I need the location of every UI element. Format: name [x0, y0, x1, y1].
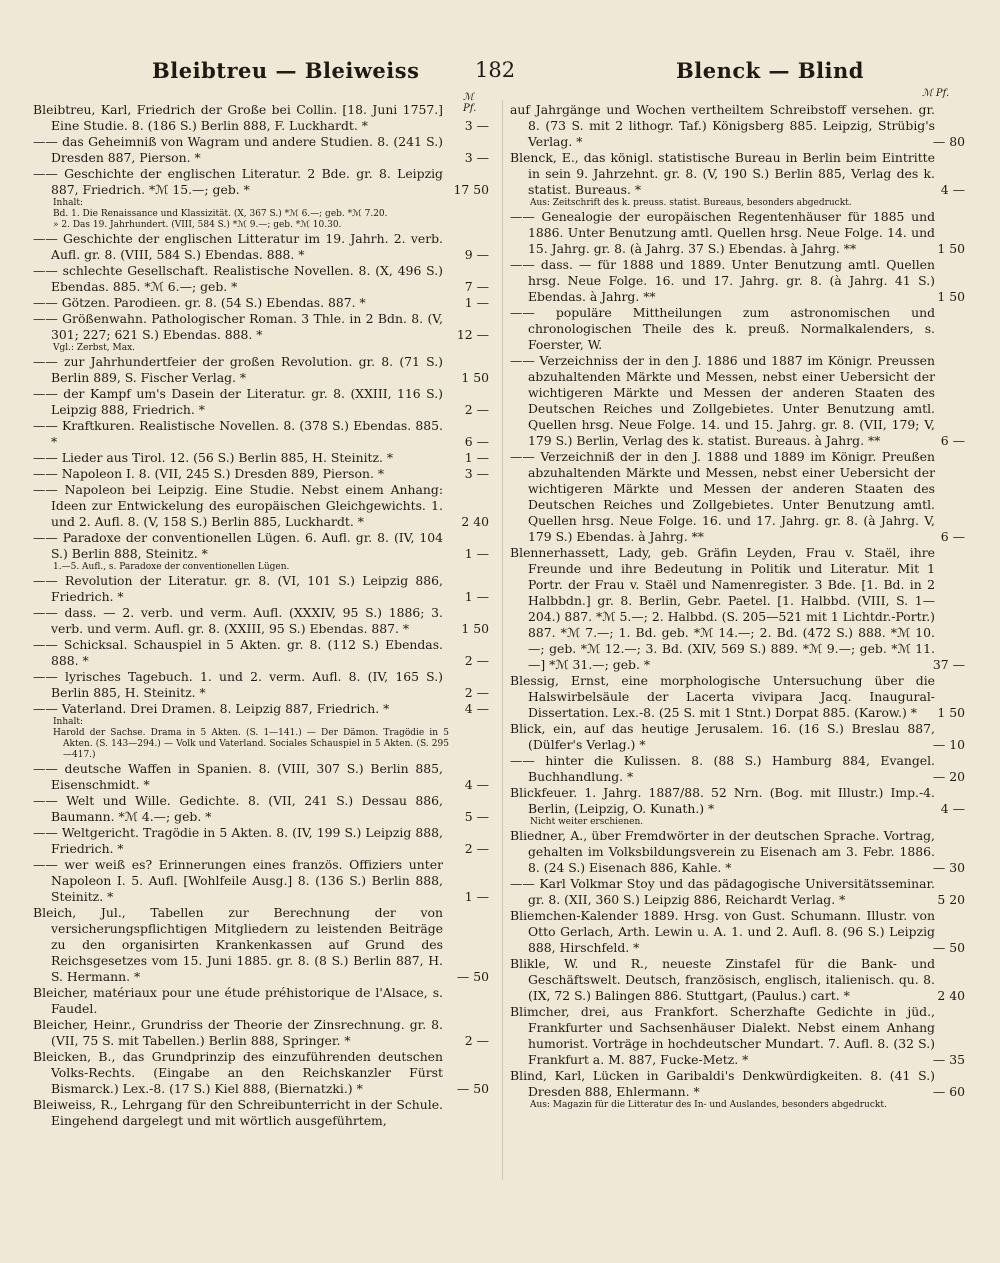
entry-text: Bleiweiss, R., Lehrgang für den Schreibunterricht in der Schule. Eingehend dargelegt und mit wörtlich ausgeführtem, [33, 1097, 443, 1128]
entry-price: 1 — [464, 295, 489, 310]
entry-price: 9 — [464, 247, 489, 262]
entry-text: —— Geschichte der englischen Literatur. 2 Bde. gr. 8. Leipzig 887, Friedrich. *ℳ 15.—; geb. * [33, 166, 443, 197]
catalog-entry [510, 828, 965, 876]
entry-price: 2 — [464, 685, 489, 700]
catalog-entry [510, 209, 965, 257]
entry-text: —— Götzen. Parodieen. gr. 8. (54 S.) Ebendas. 887. * [33, 295, 366, 310]
catalog-entry [33, 1097, 489, 1129]
entry-text: —— deutsche Waffen in Spanien. 8. (VIII, 307 S.) Berlin 885, Eisenschmidt. * [33, 761, 443, 792]
entry-price: 3 — [464, 466, 489, 481]
entry-note: Vgl.: Zerbst, Max. [53, 343, 136, 353]
entry-price: 6 — [464, 434, 489, 449]
entry-price: 4 — [940, 801, 965, 816]
catalog-entry [510, 1004, 965, 1068]
entry-text: —— Geschichte der englischen Litteratur im 19. Jahrh. 2. verb. Aufl. gr. 8. (VIII, 584 S.) Ebendas. 888. * [33, 231, 443, 262]
entry-text: —— Lieder aus Tirol. 12. (56 S.) Berlin 885, H. Steinitz. * [33, 450, 394, 465]
entry-text: Bleich, Jul., Tabellen zur Berechnung der von versicherungspflichtigen Mitgliedern zu leistenden Beiträge zu den organisirten Krankenkassen auf Grund des Reichsgesetzes vom 15. Juni 1885. gr. 8. (8 S.) Berlin 887, H. S. Hermann. * [33, 905, 443, 984]
catalog-entry [33, 295, 489, 311]
right-entry-list [510, 102, 965, 1111]
catalog-entry [33, 231, 489, 263]
entry-text: Blikle, W. und R., neueste Zinstafel für die Bank- und Geschäftswelt. Deutsch, französisch, englisch, italienisch. qu. 8. (IX, 72 S.) Balingen 886. Stuttgart, (Paulus.) cart. * [510, 956, 935, 1003]
entry-price: 5 — [464, 809, 489, 824]
entry-price: 1 50 [937, 705, 965, 720]
entry-price: — 60 [932, 1084, 965, 1099]
entry-price: — 50 [932, 940, 965, 955]
entry-text: Blenck, E., das königl. statistische Bureau in Berlin beim Eintritte in sein 9. Jahrzehnt. gr. 8. (V, 190 S.) Berlin 885, Verlag des k. statist. Bureaus. * [510, 150, 935, 197]
entry-text: —— Verzeichniß der in den J. 1888 und 1889 im Königr. Preußen abzuhaltenden Märkte und Messen, nebst einer Uebersicht der wichtigeren Märkte und Messen der anderen Staaten des Deutschen Reiches und Zollgebietes. Unter Benutzung amtl. Quellen hrsg. Neue Folge. 16. und 17. Jahrg. gr. 8. (à Jahrg. V, 179 S.) Ebendas. à Jahrg. ** [510, 449, 935, 544]
catalog-entry [33, 825, 489, 857]
entry-price: 37 — [932, 657, 965, 672]
entry-note: Nicht weiter erschienen. [530, 817, 644, 827]
entry-price: — 20 [932, 769, 965, 784]
entry-price: 2 — [464, 653, 489, 668]
entry-text: —— Paradoxe der conventionellen Lügen. 6. Aufl. gr. 8. (IV, 104 S.) Berlin 888, Steinitz. * [33, 530, 443, 561]
entry-price: 12 — [456, 327, 489, 342]
catalog-entry [33, 418, 489, 450]
entry-price: 1 50 [937, 241, 965, 256]
entry-note: Aus: Magazin für die Litteratur des In- und Auslandes, besonders abgedruckt. [530, 1100, 887, 1110]
entry-price: 2 — [464, 841, 489, 856]
catalog-entry [510, 257, 965, 305]
catalog-entry [33, 793, 489, 825]
entry-text: —— Napoleon bei Leipzig. Eine Studie. Nebst einem Anhang: Ideen zur Entwickelung des europäischen Gleichgewichts. 1. und 2. Aufl. 8. (V, 158 S.) Berlin 885, Luckhardt. * [33, 482, 443, 529]
entry-note: Bd. 1. Die Renaissance und Klassizität. (X, 367 S.) *ℳ 6.—; geb. *ℳ 7.20. [53, 209, 388, 219]
catalog-entry [33, 263, 489, 295]
catalog-entry [510, 449, 965, 545]
entry-text: —— das Geheimniß von Wagram und andere Studien. 8. (241 S.) Dresden 887, Pierson. * [33, 134, 443, 165]
entry-price: 3 — [464, 118, 489, 133]
entry-price: 6 — [940, 433, 965, 448]
catalog-entry [33, 311, 489, 343]
entry-note: Aus: Zeitschrift des k. preuss. statist. Bureaus, besonders abgedruckt. [530, 198, 852, 208]
entry-price: — 80 [932, 134, 965, 149]
entry-price: 2 — [464, 402, 489, 417]
entry-text: —— lyrisches Tagebuch. 1. und 2. verm. Aufl. 8. (IV, 165 S.) Berlin 885, H. Steinitz. * [33, 669, 443, 700]
entry-text: —— dass. — für 1888 und 1889. Unter Benutzung amtl. Quellen hrsg. Neue Folge. 16. und 17. Jahrg. gr. 8. (à Jahrg. 41 S.) Ebendas. à Jahrg. ** [510, 257, 935, 304]
catalog-entry [510, 102, 965, 150]
catalog-entry [33, 386, 489, 418]
entry-price: 4 — [940, 182, 965, 197]
catalog-entry [510, 753, 965, 785]
catalog-entry [33, 530, 489, 562]
entry-price: 5 20 [937, 892, 965, 907]
catalog-entry [33, 669, 489, 701]
column-divider [502, 100, 503, 1180]
entry-price: 17 50 [453, 182, 489, 197]
currency-unit-label: ℳ Pf. [922, 88, 950, 99]
entry-price: 1 — [464, 889, 489, 904]
catalog-entry [510, 785, 965, 817]
entry-text: —— populäre Mittheilungen zum astronomischen und chronologischen Theile des k. preuß. Normalkalenders, s. Foerster, W. [510, 305, 935, 352]
catalog-entry [33, 905, 489, 985]
catalog-entry [510, 150, 965, 198]
entry-text: —— Napoleon I. 8. (VII, 245 S.) Dresden 889, Pierson. * [33, 466, 385, 481]
catalog-entry [33, 134, 489, 166]
entry-text: —— dass. — 2. verb. und verm. Aufl. (XXXIV, 95 S.) 1886; 3. verb. und verm. Aufl. gr. 8. (XXIII, 95 S.) Ebendas. 887. * [33, 605, 443, 636]
entry-price: 3 — [464, 150, 489, 165]
running-head-right: Blenck — Blind [676, 58, 864, 83]
currency-unit-label: ℳ Pf. [463, 92, 477, 114]
entry-price: 1 50 [461, 370, 489, 385]
entry-price: 7 — [464, 279, 489, 294]
entry-price: 1 — [464, 546, 489, 561]
page-header [0, 58, 1000, 92]
entry-text: —— wer weiß es? Erinnerungen eines französ. Offiziers unter Napoleon I. 5. Aufl. [Wohlfeile Ausg.] 8. (136 S.) Berlin 888, Steinitz. * [33, 857, 443, 904]
catalog-entry [510, 876, 965, 908]
entry-price: 1 — [464, 450, 489, 465]
entry-price: 1 — [464, 589, 489, 604]
catalog-entry [33, 605, 489, 637]
entry-text: Bliemchen-Kalender 1889. Hrsg. von Gust. Schumann. Illustr. von Otto Gerlach, Arth. Lewin u. A. 1. und 2. Aufl. 8. (96 S.) Leipzig 888, Hirschfeld. * [510, 908, 935, 955]
catalog-entry [510, 673, 965, 721]
catalog-entry [510, 1068, 965, 1100]
catalog-entry [33, 466, 489, 482]
entry-text: —— Weltgericht. Tragödie in 5 Akten. 8. (IV, 199 S.) Leipzig 888, Friedrich. * [33, 825, 443, 856]
entry-price: 4 — [464, 777, 489, 792]
entry-text: —— Vaterland. Drei Dramen. 8. Leipzig 887, Friedrich. * [33, 701, 390, 716]
catalog-entry [33, 573, 489, 605]
catalog-entry [33, 102, 489, 134]
entry-text: —— Kraftkuren. Realistische Novellen. 8. (378 S.) Ebendas. 885. * [33, 418, 443, 449]
running-head-left: Bleibtreu — Bleiweiss [152, 58, 420, 83]
entry-text: —— Größenwahn. Pathologischer Roman. 3 Thle. in 2 Bdn. 8. (V, 301; 227; 621 S.) Ebendas. 888. * [33, 311, 443, 342]
entry-text: —— Verzeichniss der in den J. 1886 und 1887 im Königr. Preussen abzuhaltenden Märkte und Messen, nebst einer Uebersicht der wichtigeren Märkte und Messen der anderen Staaten des Deutschen Reiches und Zollgebietes. Unter Benutzung amtl. Quellen hrsg. Neue Folge. 14. und 15. Jahrg. gr. 8. (VII, 179; V, 179 S.) Berlin, Verlag des k. statist. Bureaus. à Jahrg. ** [510, 353, 935, 448]
catalog-entry [33, 857, 489, 905]
catalog-entry [33, 1017, 489, 1049]
entry-text: Bliedner, A., über Fremdwörter in der deutschen Sprache. Vortrag, gehalten im Volksbildungsverein zu Eisenach am 3. Febr. 1886. 8. (24 S.) Eisenach 886, Kahle. * [510, 828, 935, 875]
entry-text: —— Genealogie der europäischen Regentenhäuser für 1885 und 1886. Unter Benutzung amtl. Quellen hrsg. Neue Folge. 14. und 15. Jahrg. gr. 8. (à Jahrg. 37 S.) Ebendas. à Jahrg. ** [510, 209, 935, 256]
entry-text: —— Revolution der Literatur. gr. 8. (VI, 101 S.) Leipzig 886, Friedrich. * [33, 573, 443, 604]
entry-text: —— der Kampf um's Dasein der Literatur. gr. 8. (XXIII, 116 S.) Leipzig 888, Friedrich. * [33, 386, 443, 417]
entry-text: —— Karl Volkmar Stoy und das pädagogische Universitätsseminar. gr. 8. (XII, 360 S.) Leipzig 886, Reichardt Verlag. * [510, 876, 935, 907]
left-entry-list [33, 102, 489, 1129]
entry-text: —— hinter die Kulissen. 8. (88 S.) Hamburg 884, Evangel. Buchhandlung. * [510, 753, 935, 784]
catalog-entry [510, 545, 965, 673]
catalog-entry [510, 908, 965, 956]
catalog-entry [510, 353, 965, 449]
entry-price: 1 50 [937, 289, 965, 304]
entry-price: 2 40 [461, 514, 489, 529]
entry-note: Harold der Sachse. Drama in 5 Akten. (S. 1—141.) — Der Dämon. Tragödie in 5 Akten. (S. 143—294.) — Volk und Vaterland. Sociales Schauspiel in 5 Akten. (S. 295—417.) [53, 728, 449, 760]
catalog-entry [510, 956, 965, 1004]
entry-text: Blickfeuer. 1. Jahrg. 1887/88. 52 Nrn. (Bog. mit Illustr.) Imp.-4. Berlin, (Leipzig, O. Kunath.) * [510, 785, 935, 816]
entry-price: — 30 [932, 860, 965, 875]
catalog-entry [33, 985, 489, 1017]
entry-text: auf Jahrgänge und Wochen vertheiltem Schreibstoff versehen. gr. 8. (73 S. mit 2 lithogr. Taf.) Königsberg 885. Leipzig, Strübig's Verlag. * [510, 102, 935, 149]
entry-note: » 2. Das 19. Jahrhundert. (VIII, 584 S.) *ℳ 9.—; geb. *ℳ 10.30. [53, 220, 342, 230]
catalog-entry [510, 721, 965, 753]
entry-price: — 35 [932, 1052, 965, 1067]
catalog-entry [33, 354, 489, 386]
entry-text: Bleicher, matériaux pour une étude préhistorique de l'Alsace, s. Faudel. [33, 985, 443, 1016]
entry-text: Bleicken, B., das Grundprinzip des einzuführenden deutschen Volks-Rechts. (Eingabe an den Reichskanzler Fürst Bismarck.) Lex.-8. (17 S.) Kiel 888, (Biernatzki.) * [33, 1049, 443, 1096]
entry-price: 4 — [464, 701, 489, 716]
entry-text: Blimcher, drei, aus Frankfort. Scherzhafte Gedichte in jüd., Frankfurter und Sachsenhäuser Dialekt. Nebst einem Anhang humorist. Vorträge in hochdeutscher Mundart. 7. Aufl. 8. (32 S.) Frankfurt a. M. 887, Fucke-Metz. * [510, 1004, 935, 1067]
entry-text: Blennerhassett, Lady, geb. Gräfin Leyden, Frau v. Staël, ihre Freunde und ihre Bedeutung in Politik und Literatur. Mit 1 Portr. der Frau v. Staël und Namenregister. 3 Bde. [1. Bd. in 2 Halbbdn.] gr. 8. Berlin, Gebr. Paetel. [1. Halbbd. (VIII, S. 1—204.) 887. *ℳ 5.—; 2. Halbbd. (S. 205—521 mit 1 Lichtdr.-Portr.) 887. *ℳ 7.—; 1. Bd. geb. *ℳ 14.—; 2. Bd. (472 S.) 888. *ℳ 10.—; geb. *ℳ 12.—; 3. Bd. (XIV, 569 S.) 889. *ℳ 9.—; geb. *ℳ 11.—] *ℳ 31.—; geb. * [510, 545, 935, 672]
entry-text: —— schlechte Gesellschaft. Realistische Novellen. 8. (X, 496 S.) Ebendas. 885. *ℳ 6.—; geb. * [33, 263, 443, 294]
entry-text: —— Schicksal. Schauspiel in 5 Akten. gr. 8. (112 S.) Ebendas. 888. * [33, 637, 443, 668]
catalog-entry [33, 637, 489, 669]
entry-price: 6 — [940, 529, 965, 544]
entry-text: Bleibtreu, Karl, Friedrich der Große bei Collin. [18. Juni 1757.] Eine Studie. 8. (186 S.) Berlin 888, F. Luckhardt. * [33, 102, 443, 133]
entry-text: Blessig, Ernst, eine morphologische Untersuchung über die Halswirbelsäule der Lacerta vivipara Jacq. Inaugural-Dissertation. Lex.-8. (25 S. mit 1 Stnt.) Dorpat 885. (Karow.) * [510, 673, 935, 720]
catalog-entry [33, 1049, 489, 1097]
entry-price: — 50 [456, 969, 489, 984]
catalog-entry [33, 166, 489, 198]
entry-text: —— Welt und Wille. Gedichte. 8. (VII, 241 S.) Dessau 886, Baumann. *ℳ 4.—; geb. * [33, 793, 443, 824]
entry-price: — 50 [456, 1081, 489, 1096]
entry-price: 2 — [464, 1033, 489, 1048]
entry-note: 1.—5. Aufl., s. Paradoxe der conventionellen Lügen. [53, 562, 290, 572]
entry-text: Blick, ein, auf das heutige Jerusalem. 16. (16 S.) Breslau 887, (Dülfer's Verlag.) * [510, 721, 935, 752]
entry-text: Bleicher, Heinr., Grundriss der Theorie der Zinsrechnung. gr. 8. (VII, 75 S. mit Tabellen.) Berlin 888, Springer. * [33, 1017, 443, 1048]
entry-price: — 10 [932, 737, 965, 752]
entry-text: Blind, Karl, Lücken in Garibaldi's Denkwürdigkeiten. 8. (41 S.) Dresden 888, Ehlermann. * [510, 1068, 935, 1099]
page-number: 182 [475, 58, 516, 82]
entry-text: —— zur Jahrhundertfeier der großen Revolution. gr. 8. (71 S.) Berlin 889, S. Fischer Verlag. * [33, 354, 443, 385]
entry-note: Inhalt: [53, 198, 84, 208]
catalog-entry [33, 450, 489, 466]
catalog-entry [33, 761, 489, 793]
entry-price: 2 40 [937, 988, 965, 1003]
catalog-entry [33, 482, 489, 530]
catalog-entry [510, 305, 965, 353]
entry-note: Inhalt: [53, 717, 84, 727]
entry-price: 1 50 [461, 621, 489, 636]
catalog-entry [33, 701, 489, 717]
